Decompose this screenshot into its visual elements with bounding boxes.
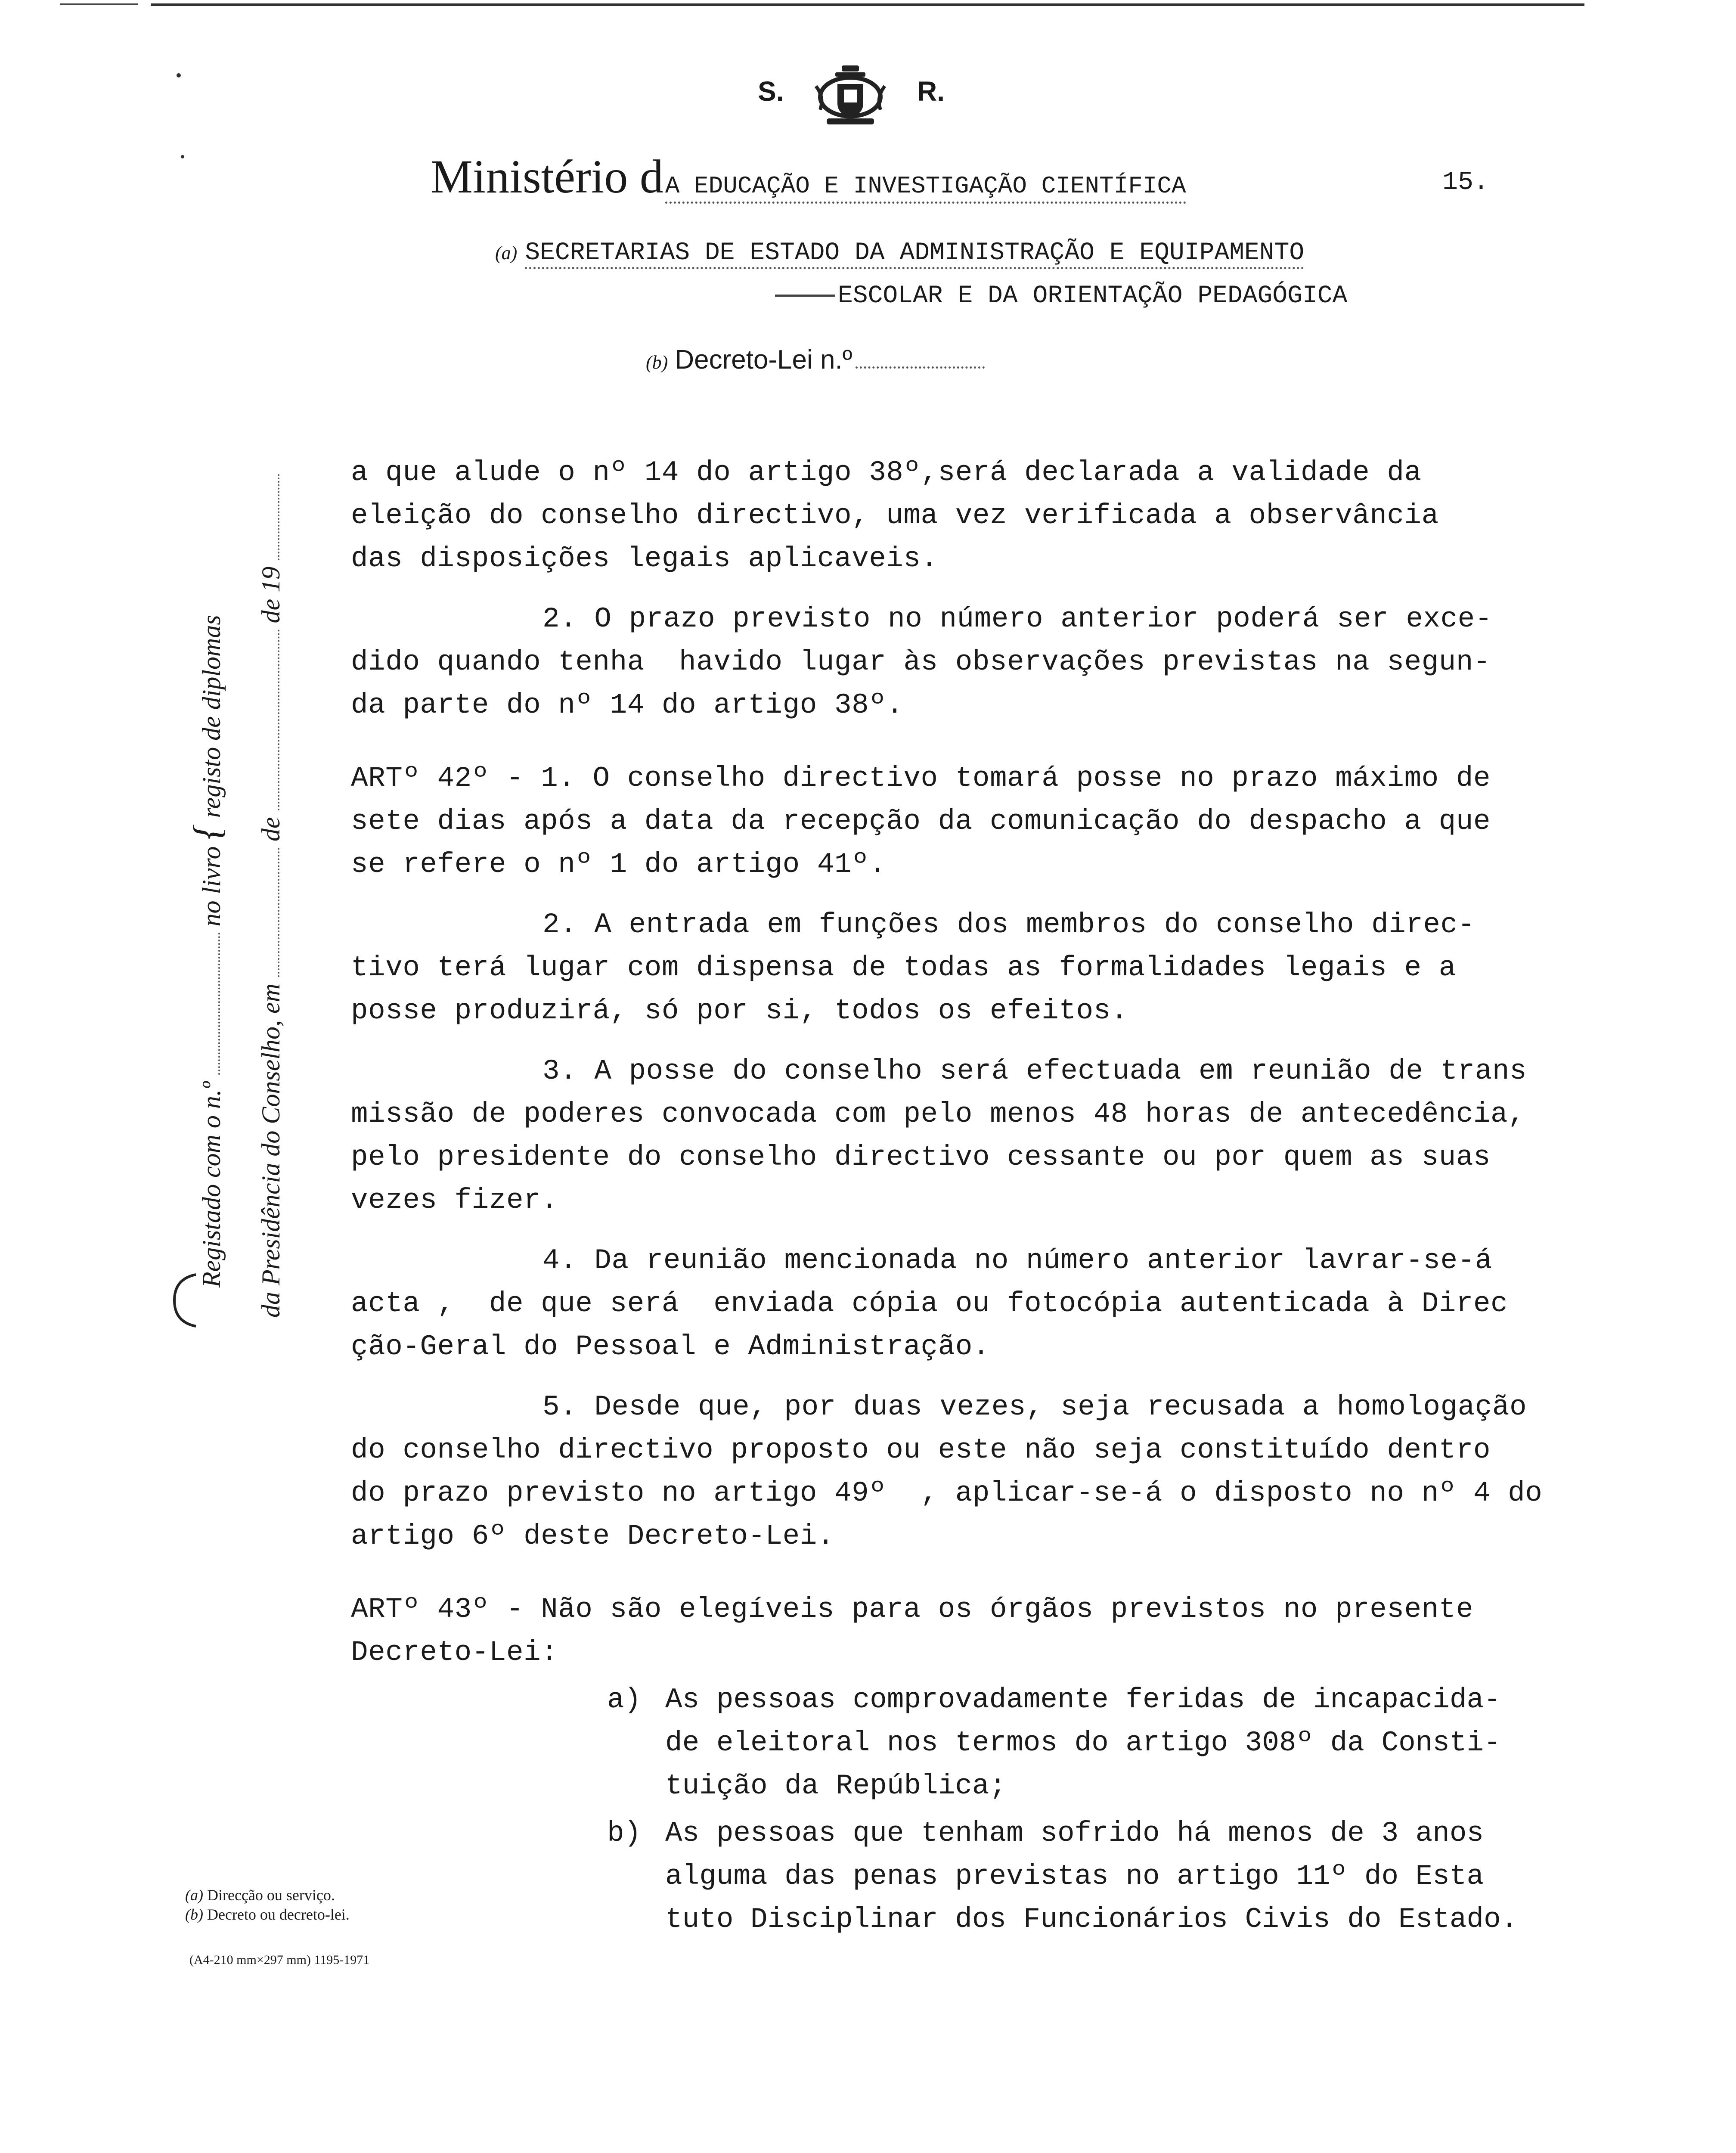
top-rule-tick xyxy=(60,3,138,5)
secretarias-dash xyxy=(775,295,835,297)
secretarias-line-2 xyxy=(775,282,1347,310)
body-line: 2. O prazo previsto no número anterior poderá ser exce- xyxy=(542,603,1492,635)
decreto-lei-line xyxy=(646,344,985,375)
body-line: vezes fizer. xyxy=(351,1184,558,1216)
body-line: da parte do nº 14 do artigo 38º. xyxy=(351,689,904,721)
margin-brace-icon: { xyxy=(186,824,229,840)
list-marker-a: a) xyxy=(607,1684,642,1716)
ministerio-label: Ministério d xyxy=(431,150,663,203)
list-item-line: alguma das penas previstas no artigo 11º do Esta xyxy=(665,1860,1484,1892)
margin-date-blank xyxy=(278,848,279,977)
margin-registado-label: Registado com o n.º xyxy=(197,1081,226,1287)
body-line: ção-Geral do Pessoal e Administração. xyxy=(351,1331,990,1363)
body-line: do prazo previsto no artigo 49º , aplicar-se-á o disposto no nº 4 do xyxy=(351,1477,1543,1509)
secretarias-line-1 xyxy=(495,239,1304,267)
margin-month-blank xyxy=(278,630,279,810)
body-line: posse produzirá, só por si, todos os efeitos. xyxy=(351,995,1128,1027)
margin-no-livro: no livro xyxy=(197,846,226,927)
article-heading-line: ARTº 42º - 1. O conselho directivo tomará posse no prazo máximo de xyxy=(351,762,1491,794)
body-line: pelo presidente do conselho directivo cessante ou por quem as suas xyxy=(351,1141,1491,1173)
body-line: tivo terá lugar com dispensa de todas as formalidades legais e a xyxy=(351,952,1456,984)
footnote-a-mark: (a) xyxy=(185,1886,203,1904)
footnote-b xyxy=(185,1905,350,1923)
list-item-line: de eleitoral nos termos do artigo 308º da Consti- xyxy=(665,1727,1501,1759)
list-item-line: tuição da República; xyxy=(665,1770,1007,1802)
coat-of-arms-icon xyxy=(809,65,891,129)
margin-registo-diplomas: registo de diplomas xyxy=(197,615,226,818)
body-line: Decreto-Lei: xyxy=(351,1636,558,1669)
list-item-line: tuto Disciplinar dos Funcionários Civis do Estado. xyxy=(665,1903,1518,1936)
secretarias-text-2: ESCOLAR E DA ORIENTAÇÃO PEDAGÓGICA xyxy=(838,282,1348,310)
body-line: missão de poderes convocada com pelo menos 48 horas de antecedência, xyxy=(351,1098,1525,1130)
body-line: das disposições legais aplicaveis. xyxy=(351,543,938,575)
form-code: (A4-210 mm×297 mm) 1195-1971 xyxy=(189,1953,370,1967)
ministerio-name: A EDUCAÇÃO E INVESTIGAÇÃO CIENTÍFICA xyxy=(665,172,1186,204)
letterhead-r: R. xyxy=(917,76,945,107)
list-item-line: As pessoas que tenham sofrido há menos de 3 anos xyxy=(665,1817,1484,1849)
body-line: se refere o nº 1 do artigo 41º. xyxy=(351,848,887,881)
body-line: artigo 6º deste Decreto-Lei. xyxy=(351,1520,834,1552)
body-line: dido quando tenha havido lugar às observações previstas na segun- xyxy=(351,646,1491,678)
body-line: sete dias após a data da recepção da comunicação do despacho a que xyxy=(351,805,1491,838)
ministerio-heading xyxy=(431,150,1186,203)
decreto-label: Decreto-Lei n.º xyxy=(675,345,852,375)
body-line: eleição do conselho directivo, uma vez verificada a observância xyxy=(351,499,1439,532)
margin-bracket-icon xyxy=(170,1270,200,1331)
body-line: a que alude o nº 14 do artigo 38º,será declarada a validade da xyxy=(351,456,1422,489)
margin-presidencia-line xyxy=(256,474,286,1318)
scan-speck xyxy=(181,155,184,158)
top-rule xyxy=(151,3,1584,6)
list-item-line: As pessoas comprovadamente feridas de incapacida- xyxy=(665,1684,1501,1716)
scan-speck xyxy=(177,73,181,78)
decreto-mark: (b) xyxy=(646,352,668,373)
footnote-a xyxy=(185,1886,335,1904)
body-line: acta , de que será enviada cópia ou fotocópia autenticada à Direc xyxy=(351,1287,1508,1320)
body-line: 2. A entrada em funções dos membros do conselho direc- xyxy=(542,909,1475,941)
body-line: do conselho directivo proposto ou este não seja constituído dentro xyxy=(351,1434,1491,1466)
margin-number-blank xyxy=(218,933,220,1075)
list-marker-b: b) xyxy=(607,1817,642,1849)
margin-registado-line xyxy=(185,615,229,1287)
margin-year-blank xyxy=(278,474,279,560)
secretarias-mark: (a) xyxy=(495,242,518,264)
letterhead-s: S. xyxy=(758,76,784,107)
body-line: 4. Da reunião mencionada no número anterior lavrar-se-á xyxy=(542,1244,1492,1277)
footnote-b-text: Decreto ou decreto-lei. xyxy=(207,1906,350,1923)
margin-presidencia-label: da Presidência do Conselho, em xyxy=(257,983,285,1318)
secretarias-text-1: SECRETARIAS DE ESTADO DA ADMINISTRAÇÃO E EQUIPAMENTO xyxy=(525,239,1304,269)
margin-de: de xyxy=(257,817,285,841)
footnote-a-text: Direcção ou serviço. xyxy=(207,1886,335,1904)
body-line: 3. A posse do conselho será efectuada em reunião de trans xyxy=(542,1055,1527,1087)
article-heading-line: ARTº 43º - Não são elegíveis para os órgãos previstos no presente xyxy=(351,1593,1473,1626)
body-line: 5. Desde que, por duas vezes, seja recusada a homologação xyxy=(542,1391,1527,1423)
page-number: 15. xyxy=(1442,168,1489,197)
footnote-b-mark: (b) xyxy=(185,1906,203,1923)
decreto-number-blank xyxy=(856,366,985,369)
margin-de-19: de 19 xyxy=(257,566,285,624)
